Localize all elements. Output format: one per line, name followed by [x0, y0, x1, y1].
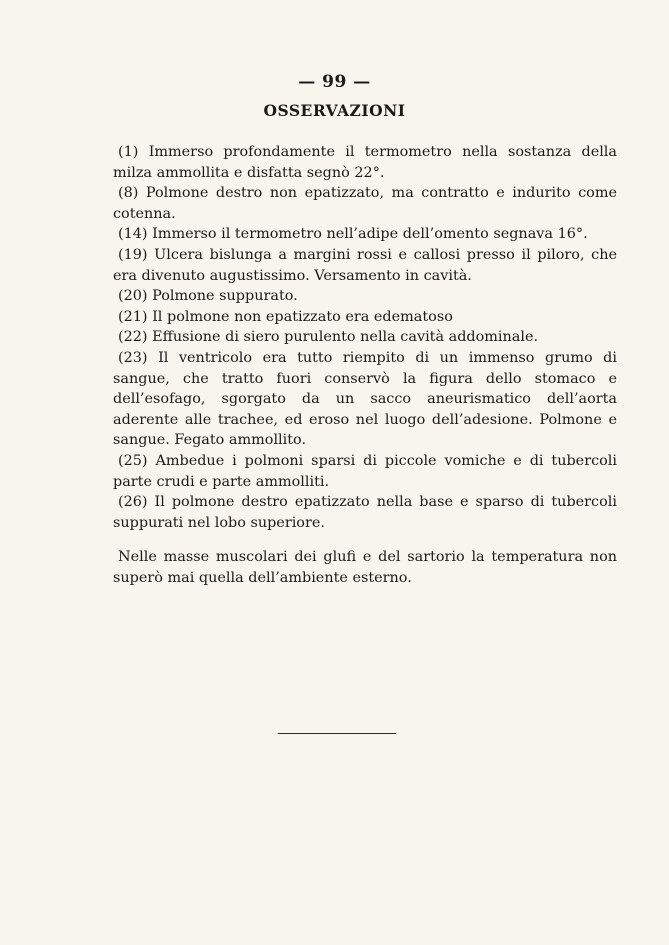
section-heading: OSSERVAZIONI	[263, 101, 406, 120]
observation-paragraph: (26) Il polmone destro epatizzato nella base e sparso di tubercoli suppurati nel lobo superiore.	[113, 494, 617, 531]
observation-paragraph: (25) Ambedue i polmoni sparsi di piccole vomiche e di tubercoli parte crudi e parte ammolliti.	[113, 452, 617, 490]
observation-paragraph: (19) Ulcera bislunga a margini rossi e callosi presso il piloro, che era divenuto augustissimo. Versamento in cavità.	[113, 246, 617, 284]
end-rule	[278, 733, 396, 734]
observation-paragraph: (20) Polmone suppurato.	[118, 288, 298, 305]
page-number: — 99 —	[298, 72, 371, 92]
observation-paragraph: (23) Il ventricolo era tutto riempito di un immenso grumo di sangue, che tratto fuori conservò la figura dello stomaco e dell’esofago, sgorgato da un sacco aneurismatico dell’aorta aderente alle trachee, ed eroso nel luogo dell’adesione. Polmone e sangue. Fegato ammollito.	[113, 349, 617, 449]
observation-paragraph: (8) Polmone destro non epatizzato, ma contratto e indurito come cotenna.	[113, 185, 617, 222]
observation-paragraph: (1) Immerso profondamente il termometro nella sostanza della milza ammollita e disfatta segnò 22°.	[113, 144, 617, 181]
closing-paragraph: Nelle masse muscolari dei glufi e del sartorio la temperatura non superò mai quella dell’ambiente esterno.	[113, 549, 617, 586]
observations-text	[113, 142, 617, 588]
observation-paragraph: (22) Effusione di siero purulento nella cavità addominale.	[118, 329, 539, 346]
observation-paragraph: (14) Immerso il termometro nell’adipe dell’omento segnava 16°.	[118, 226, 588, 243]
observation-paragraph: (21) Il polmone non epatizzato era edematoso	[118, 308, 453, 325]
